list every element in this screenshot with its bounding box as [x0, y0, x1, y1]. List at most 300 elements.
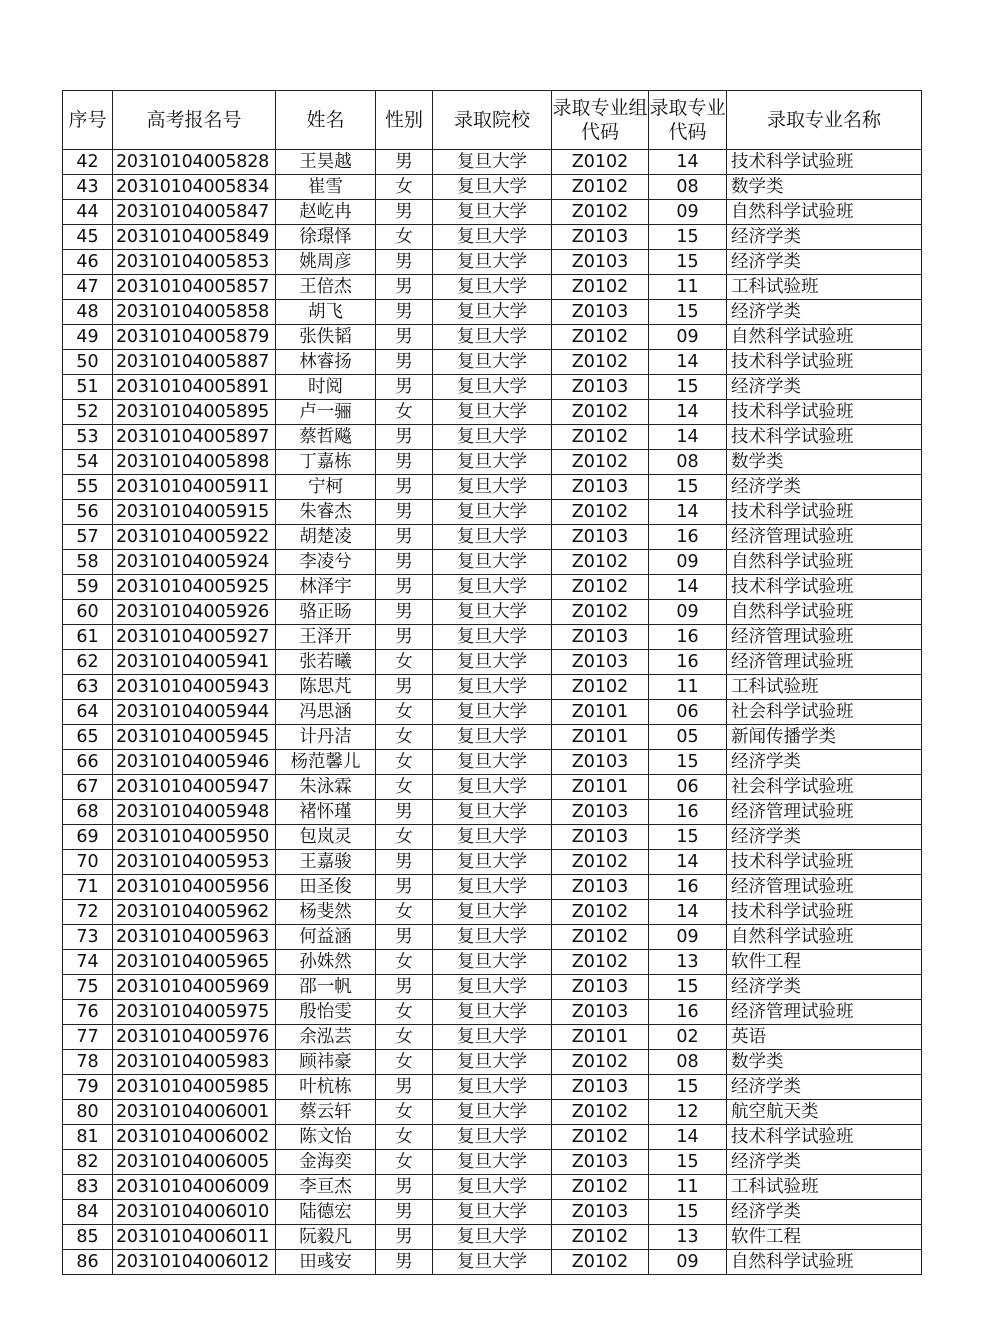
table-row	[63, 925, 922, 950]
cell-major-name: 技术科学试验班	[727, 500, 922, 525]
cell-group-code: Z0102	[552, 400, 649, 425]
cell-major-code: 16	[649, 875, 727, 900]
cell-exam-id: 20310104005950	[113, 825, 276, 850]
cell-seq: 77	[63, 1025, 113, 1050]
cell-school: 复旦大学	[433, 150, 552, 175]
cell-major-code: 09	[649, 325, 727, 350]
cell-major-name: 技术科学试验班	[727, 400, 922, 425]
cell-school: 复旦大学	[433, 725, 552, 750]
cell-major-name: 经济管理试验班	[727, 800, 922, 825]
table-row	[63, 1000, 922, 1025]
cell-name: 赵屹冉	[276, 200, 376, 225]
cell-name: 殷怡雯	[276, 1000, 376, 1025]
cell-major-code: 16	[649, 525, 727, 550]
cell-major-code: 15	[649, 375, 727, 400]
cell-exam-id: 20310104005945	[113, 725, 276, 750]
cell-major-code: 15	[649, 475, 727, 500]
cell-major-code: 14	[649, 575, 727, 600]
cell-name: 田彧安	[276, 1250, 376, 1275]
cell-major-name: 社会科学试验班	[727, 700, 922, 725]
cell-seq: 42	[63, 150, 113, 175]
cell-group-code: Z0103	[552, 225, 649, 250]
cell-exam-id: 20310104005898	[113, 450, 276, 475]
cell-gender: 男	[376, 875, 433, 900]
cell-seq: 86	[63, 1250, 113, 1275]
table-row	[63, 950, 922, 975]
cell-major-name: 经济管理试验班	[727, 1000, 922, 1025]
cell-exam-id: 20310104005975	[113, 1000, 276, 1025]
cell-major-name: 经济学类	[727, 475, 922, 500]
cell-group-code: Z0103	[552, 375, 649, 400]
cell-school: 复旦大学	[433, 950, 552, 975]
cell-group-code: Z0103	[552, 300, 649, 325]
cell-seq: 66	[63, 750, 113, 775]
cell-name: 胡楚凌	[276, 525, 376, 550]
cell-group-code: Z0103	[552, 1200, 649, 1225]
cell-major-name: 经济学类	[727, 300, 922, 325]
cell-school: 复旦大学	[433, 1150, 552, 1175]
cell-exam-id: 20310104005915	[113, 500, 276, 525]
cell-seq: 60	[63, 600, 113, 625]
cell-name: 蔡哲飚	[276, 425, 376, 450]
cell-group-code: Z0102	[552, 325, 649, 350]
cell-gender: 男	[376, 425, 433, 450]
table-body	[63, 150, 922, 1275]
table-row	[63, 675, 922, 700]
cell-group-code: Z0103	[552, 825, 649, 850]
cell-major-code: 08	[649, 1050, 727, 1075]
cell-major-name: 软件工程	[727, 950, 922, 975]
cell-exam-id: 20310104006002	[113, 1125, 276, 1150]
cell-exam-id: 20310104005948	[113, 800, 276, 825]
cell-exam-id: 20310104005965	[113, 950, 276, 975]
cell-name: 时阅	[276, 375, 376, 400]
cell-school: 复旦大学	[433, 250, 552, 275]
cell-major-name: 技术科学试验班	[727, 900, 922, 925]
cell-group-code: Z0102	[552, 575, 649, 600]
cell-group-code: Z0101	[552, 1025, 649, 1050]
cell-major-name: 经济学类	[727, 825, 922, 850]
cell-school: 复旦大学	[433, 400, 552, 425]
cell-group-code: Z0103	[552, 1000, 649, 1025]
table-row	[63, 800, 922, 825]
cell-gender: 男	[376, 975, 433, 1000]
cell-seq: 64	[63, 700, 113, 725]
cell-gender: 男	[376, 525, 433, 550]
cell-gender: 女	[376, 1000, 433, 1025]
cell-major-name: 经济学类	[727, 750, 922, 775]
cell-seq: 43	[63, 175, 113, 200]
cell-major-code: 12	[649, 1100, 727, 1125]
cell-school: 复旦大学	[433, 925, 552, 950]
cell-group-code: Z0102	[552, 1125, 649, 1150]
cell-seq: 44	[63, 200, 113, 225]
cell-school: 复旦大学	[433, 975, 552, 1000]
cell-group-code: Z0103	[552, 650, 649, 675]
cell-name: 徐璟怿	[276, 225, 376, 250]
cell-exam-id: 20310104005944	[113, 700, 276, 725]
cell-group-code: Z0103	[552, 875, 649, 900]
table-row	[63, 700, 922, 725]
table-row	[63, 900, 922, 925]
cell-gender: 男	[376, 350, 433, 375]
cell-name: 姚周彦	[276, 250, 376, 275]
table-row	[63, 775, 922, 800]
cell-name: 邵一帆	[276, 975, 376, 1000]
cell-group-code: Z0102	[552, 425, 649, 450]
cell-group-code: Z0102	[552, 175, 649, 200]
cell-group-code: Z0102	[552, 1250, 649, 1275]
table-row	[63, 325, 922, 350]
cell-name: 丁嘉栋	[276, 450, 376, 475]
table-row	[63, 525, 922, 550]
cell-major-name: 数学类	[727, 175, 922, 200]
cell-exam-id: 20310104005887	[113, 350, 276, 375]
cell-group-code: Z0103	[552, 1075, 649, 1100]
cell-name: 褚怀瑾	[276, 800, 376, 825]
cell-major-code: 14	[649, 150, 727, 175]
cell-seq: 82	[63, 1150, 113, 1175]
table-row	[63, 400, 922, 425]
table-row	[63, 1100, 922, 1125]
cell-major-name: 经济管理试验班	[727, 875, 922, 900]
cell-group-code: Z0102	[552, 900, 649, 925]
cell-major-name: 自然科学试验班	[727, 325, 922, 350]
cell-school: 复旦大学	[433, 575, 552, 600]
cell-name: 杨斐然	[276, 900, 376, 925]
cell-gender: 男	[376, 250, 433, 275]
cell-seq: 57	[63, 525, 113, 550]
cell-exam-id: 20310104005924	[113, 550, 276, 575]
cell-group-code: Z0101	[552, 775, 649, 800]
cell-exam-id: 20310104006001	[113, 1100, 276, 1125]
cell-name: 卢一骊	[276, 400, 376, 425]
cell-school: 复旦大学	[433, 225, 552, 250]
cell-name: 张若曦	[276, 650, 376, 675]
cell-school: 复旦大学	[433, 775, 552, 800]
cell-seq: 69	[63, 825, 113, 850]
cell-major-name: 自然科学试验班	[727, 1250, 922, 1275]
cell-name: 陆德宏	[276, 1200, 376, 1225]
cell-school: 复旦大学	[433, 900, 552, 925]
cell-group-code: Z0102	[552, 450, 649, 475]
cell-gender: 男	[376, 1175, 433, 1200]
cell-school: 复旦大学	[433, 475, 552, 500]
cell-exam-id: 20310104005976	[113, 1025, 276, 1050]
table-row	[63, 1200, 922, 1225]
cell-gender: 女	[376, 1150, 433, 1175]
cell-major-name: 技术科学试验班	[727, 1125, 922, 1150]
cell-name: 朱泳霖	[276, 775, 376, 800]
cell-gender: 男	[376, 1250, 433, 1275]
cell-group-code: Z0103	[552, 625, 649, 650]
cell-name: 李凌兮	[276, 550, 376, 575]
cell-group-code: Z0103	[552, 800, 649, 825]
table-row	[63, 225, 922, 250]
cell-gender: 男	[376, 1225, 433, 1250]
cell-gender: 男	[376, 375, 433, 400]
table-row	[63, 500, 922, 525]
cell-school: 复旦大学	[433, 1200, 552, 1225]
cell-name: 宁柯	[276, 475, 376, 500]
cell-exam-id: 20310104005963	[113, 925, 276, 950]
cell-name: 崔雪	[276, 175, 376, 200]
cell-seq: 68	[63, 800, 113, 825]
cell-gender: 女	[376, 725, 433, 750]
cell-seq: 84	[63, 1200, 113, 1225]
cell-name: 冯思涵	[276, 700, 376, 725]
cell-gender: 女	[376, 1025, 433, 1050]
header-exam-id: 高考报名号	[113, 91, 276, 150]
cell-major-code: 15	[649, 1200, 727, 1225]
table-row	[63, 550, 922, 575]
cell-major-code: 13	[649, 1225, 727, 1250]
cell-major-code: 16	[649, 650, 727, 675]
cell-major-code: 14	[649, 1125, 727, 1150]
cell-school: 复旦大学	[433, 300, 552, 325]
cell-major-name: 数学类	[727, 1050, 922, 1075]
cell-group-code: Z0102	[552, 675, 649, 700]
cell-seq: 79	[63, 1075, 113, 1100]
cell-major-name: 工科试验班	[727, 275, 922, 300]
table-row	[63, 625, 922, 650]
cell-major-name: 自然科学试验班	[727, 600, 922, 625]
table-row	[63, 1150, 922, 1175]
cell-major-code: 11	[649, 1175, 727, 1200]
header-row	[63, 91, 922, 150]
cell-exam-id: 20310104005941	[113, 650, 276, 675]
cell-school: 复旦大学	[433, 800, 552, 825]
cell-group-code: Z0103	[552, 250, 649, 275]
cell-gender: 男	[376, 550, 433, 575]
cell-seq: 62	[63, 650, 113, 675]
cell-major-name: 自然科学试验班	[727, 925, 922, 950]
cell-group-code: Z0102	[552, 600, 649, 625]
cell-seq: 70	[63, 850, 113, 875]
cell-major-name: 经济学类	[727, 250, 922, 275]
cell-major-name: 技术科学试验班	[727, 575, 922, 600]
cell-major-code: 06	[649, 775, 727, 800]
table-row	[63, 250, 922, 275]
cell-gender: 男	[376, 800, 433, 825]
cell-gender: 男	[376, 475, 433, 500]
table-row	[63, 825, 922, 850]
cell-seq: 83	[63, 1175, 113, 1200]
cell-seq: 54	[63, 450, 113, 475]
cell-seq: 61	[63, 625, 113, 650]
table-row	[63, 650, 922, 675]
cell-name: 金海奕	[276, 1150, 376, 1175]
cell-major-code: 13	[649, 950, 727, 975]
cell-exam-id: 20310104005922	[113, 525, 276, 550]
cell-major-name: 工科试验班	[727, 675, 922, 700]
cell-major-name: 经济学类	[727, 375, 922, 400]
table-row	[63, 425, 922, 450]
cell-school: 复旦大学	[433, 625, 552, 650]
cell-major-code: 09	[649, 600, 727, 625]
cell-major-code: 14	[649, 900, 727, 925]
cell-gender: 男	[376, 600, 433, 625]
cell-major-code: 09	[649, 550, 727, 575]
cell-exam-id: 20310104005879	[113, 325, 276, 350]
cell-gender: 女	[376, 1050, 433, 1075]
cell-exam-id: 20310104005858	[113, 300, 276, 325]
cell-school: 复旦大学	[433, 825, 552, 850]
cell-major-code: 16	[649, 800, 727, 825]
cell-exam-id: 20310104005925	[113, 575, 276, 600]
cell-seq: 72	[63, 900, 113, 925]
cell-gender: 男	[376, 325, 433, 350]
cell-major-code: 09	[649, 200, 727, 225]
table-row	[63, 375, 922, 400]
cell-seq: 76	[63, 1000, 113, 1025]
cell-group-code: Z0102	[552, 1175, 649, 1200]
cell-gender: 男	[376, 625, 433, 650]
table-row	[63, 1225, 922, 1250]
table-row	[63, 1175, 922, 1200]
cell-major-code: 15	[649, 975, 727, 1000]
cell-school: 复旦大学	[433, 750, 552, 775]
table-row	[63, 875, 922, 900]
cell-major-code: 15	[649, 300, 727, 325]
cell-school: 复旦大学	[433, 525, 552, 550]
cell-seq: 46	[63, 250, 113, 275]
cell-name: 王倍杰	[276, 275, 376, 300]
header-major-code: 录取专业代码	[649, 91, 727, 150]
cell-gender: 男	[376, 1200, 433, 1225]
cell-exam-id: 20310104005849	[113, 225, 276, 250]
cell-major-code: 15	[649, 750, 727, 775]
cell-major-code: 16	[649, 1000, 727, 1025]
cell-gender: 女	[376, 900, 433, 925]
cell-school: 复旦大学	[433, 600, 552, 625]
cell-major-code: 14	[649, 350, 727, 375]
table-row	[63, 1075, 922, 1100]
table-row	[63, 175, 922, 200]
cell-school: 复旦大学	[433, 850, 552, 875]
cell-seq: 47	[63, 275, 113, 300]
cell-name: 叶杭栋	[276, 1075, 376, 1100]
cell-group-code: Z0103	[552, 475, 649, 500]
cell-name: 阮毅凡	[276, 1225, 376, 1250]
cell-gender: 女	[376, 175, 433, 200]
cell-school: 复旦大学	[433, 375, 552, 400]
cell-gender: 男	[376, 850, 433, 875]
cell-school: 复旦大学	[433, 275, 552, 300]
cell-school: 复旦大学	[433, 1025, 552, 1050]
cell-seq: 48	[63, 300, 113, 325]
cell-major-code: 06	[649, 700, 727, 725]
cell-exam-id: 20310104005926	[113, 600, 276, 625]
cell-gender: 女	[376, 775, 433, 800]
cell-school: 复旦大学	[433, 200, 552, 225]
table-row	[63, 600, 922, 625]
cell-name: 张佚韬	[276, 325, 376, 350]
table-row	[63, 575, 922, 600]
cell-seq: 56	[63, 500, 113, 525]
cell-group-code: Z0102	[552, 1225, 649, 1250]
cell-seq: 81	[63, 1125, 113, 1150]
cell-major-code: 08	[649, 175, 727, 200]
cell-major-code: 14	[649, 400, 727, 425]
cell-major-name: 经济管理试验班	[727, 525, 922, 550]
cell-school: 复旦大学	[433, 1225, 552, 1250]
cell-school: 复旦大学	[433, 350, 552, 375]
cell-major-code: 15	[649, 1150, 727, 1175]
cell-seq: 49	[63, 325, 113, 350]
cell-school: 复旦大学	[433, 325, 552, 350]
cell-gender: 男	[376, 275, 433, 300]
table-row	[63, 300, 922, 325]
table-row	[63, 475, 922, 500]
cell-gender: 男	[376, 150, 433, 175]
table-row	[63, 150, 922, 175]
table-row	[63, 1125, 922, 1150]
cell-group-code: Z0102	[552, 500, 649, 525]
cell-major-name: 技术科学试验班	[727, 425, 922, 450]
cell-school: 复旦大学	[433, 650, 552, 675]
table-row	[63, 975, 922, 1000]
cell-major-name: 经济管理试验班	[727, 625, 922, 650]
header-school: 录取院校	[433, 91, 552, 150]
table-row	[63, 200, 922, 225]
cell-major-name: 经济管理试验班	[727, 650, 922, 675]
table-row	[63, 350, 922, 375]
cell-gender: 女	[376, 950, 433, 975]
cell-seq: 52	[63, 400, 113, 425]
cell-school: 复旦大学	[433, 700, 552, 725]
cell-group-code: Z0102	[552, 1100, 649, 1125]
cell-gender: 女	[376, 1125, 433, 1150]
cell-gender: 男	[376, 575, 433, 600]
cell-major-name: 自然科学试验班	[727, 550, 922, 575]
cell-major-name: 经济学类	[727, 975, 922, 1000]
cell-exam-id: 20310104005857	[113, 275, 276, 300]
table-row	[63, 1250, 922, 1275]
cell-seq: 74	[63, 950, 113, 975]
cell-gender: 男	[376, 1075, 433, 1100]
cell-gender: 女	[376, 700, 433, 725]
cell-exam-id: 20310104005895	[113, 400, 276, 425]
cell-name: 王泽开	[276, 625, 376, 650]
cell-gender: 男	[376, 500, 433, 525]
header-name: 姓名	[276, 91, 376, 150]
cell-exam-id: 20310104006005	[113, 1150, 276, 1175]
cell-major-name: 经济学类	[727, 1200, 922, 1225]
cell-major-name: 技术科学试验班	[727, 150, 922, 175]
cell-major-name: 技术科学试验班	[727, 350, 922, 375]
cell-major-name: 航空航天类	[727, 1100, 922, 1125]
cell-name: 骆正旸	[276, 600, 376, 625]
table-row	[63, 750, 922, 775]
cell-major-code: 15	[649, 825, 727, 850]
cell-gender: 男	[376, 925, 433, 950]
cell-major-code: 14	[649, 425, 727, 450]
cell-major-code: 08	[649, 450, 727, 475]
cell-name: 田圣俊	[276, 875, 376, 900]
cell-exam-id: 20310104005853	[113, 250, 276, 275]
cell-name: 胡飞	[276, 300, 376, 325]
cell-major-code: 14	[649, 500, 727, 525]
cell-group-code: Z0102	[552, 850, 649, 875]
cell-name: 陈思芃	[276, 675, 376, 700]
cell-group-code: Z0102	[552, 350, 649, 375]
header-seq: 序号	[63, 91, 113, 150]
cell-group-code: Z0102	[552, 925, 649, 950]
cell-school: 复旦大学	[433, 1100, 552, 1125]
cell-major-code: 05	[649, 725, 727, 750]
cell-name: 杨范馨儿	[276, 750, 376, 775]
